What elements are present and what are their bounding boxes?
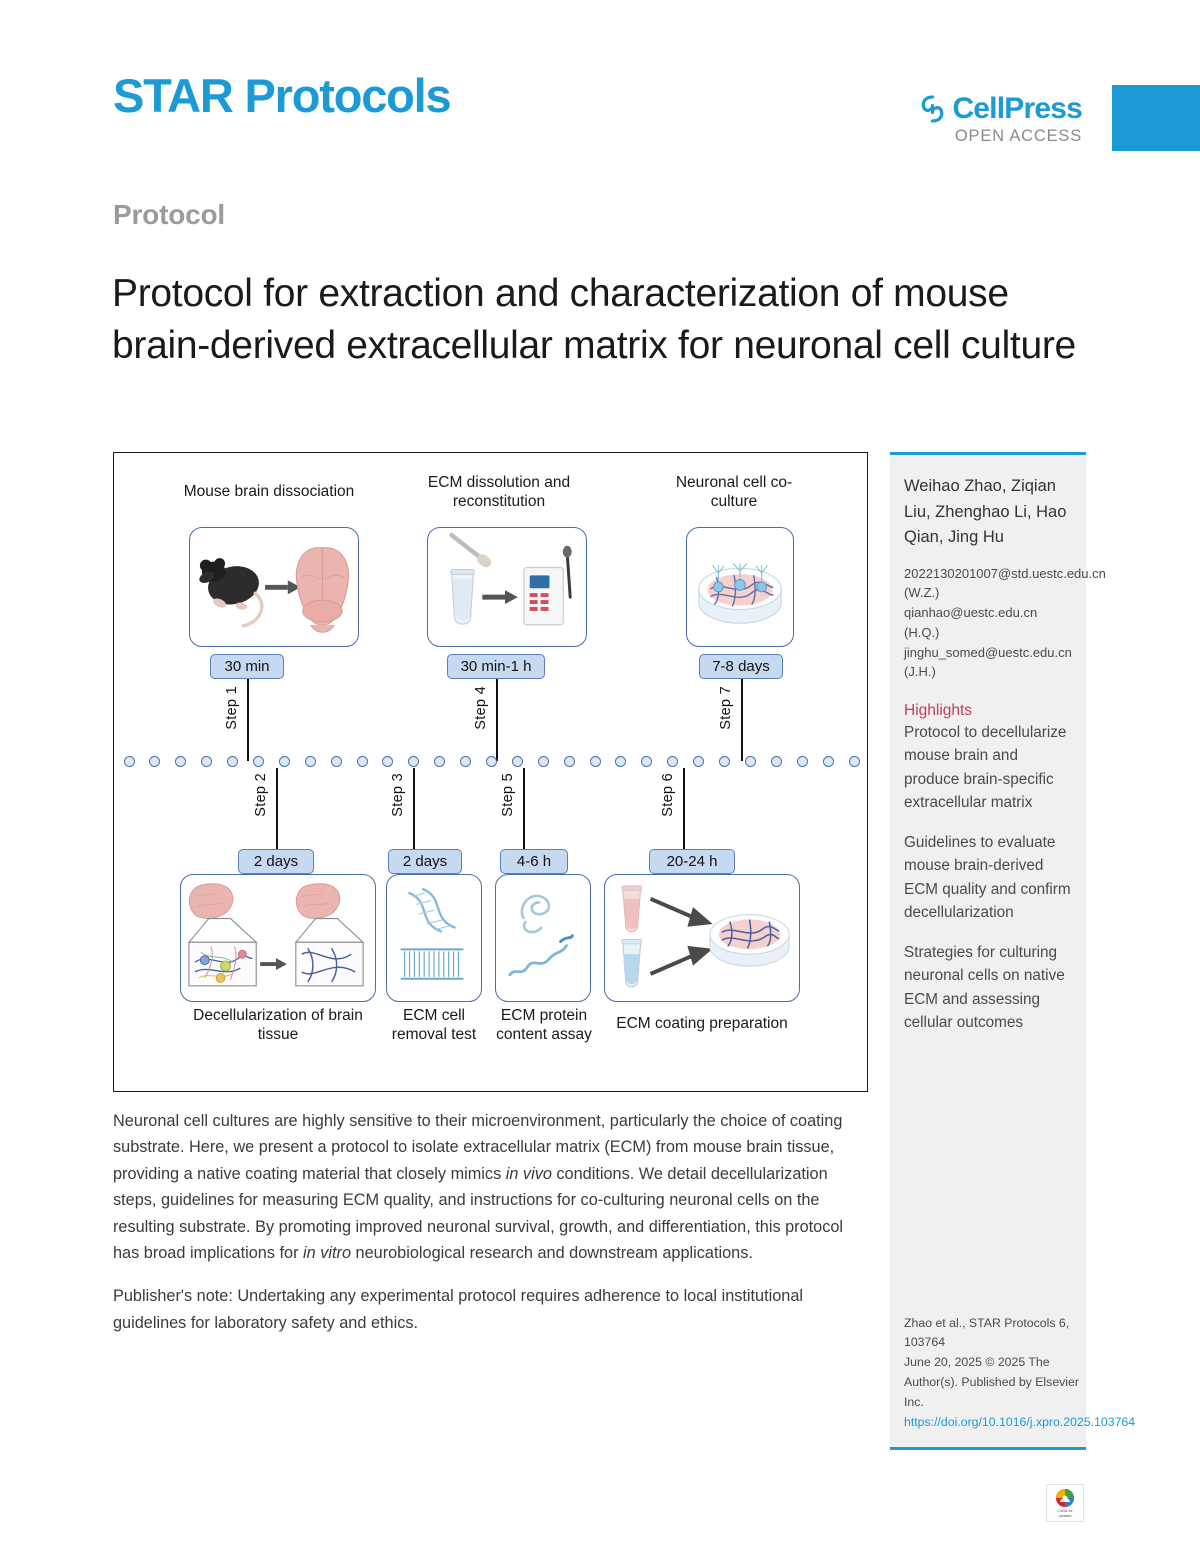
figure-caption-top-3: Neuronal cell co-culture bbox=[675, 474, 793, 510]
timeline-dot bbox=[823, 756, 834, 767]
figure-connector-step5 bbox=[523, 768, 525, 851]
timeline-dot bbox=[590, 756, 601, 767]
timeline-dot bbox=[460, 756, 471, 767]
timeline-dot bbox=[124, 756, 135, 767]
cellpress-swirl-icon bbox=[920, 95, 945, 123]
figure-step-label-5: Step 5 bbox=[500, 773, 516, 817]
tube-to-instrument-illustration bbox=[428, 528, 586, 647]
timeline-dot bbox=[564, 756, 575, 767]
journal-title: STAR Protocols bbox=[113, 69, 451, 122]
figure-timebox-step3: 2 days bbox=[388, 849, 462, 874]
timeline-dot bbox=[175, 756, 186, 767]
graphical-abstract bbox=[113, 452, 868, 1092]
figure-panel-mouse-dissociation bbox=[189, 527, 359, 647]
sidebar bbox=[890, 452, 1136, 1450]
timeline-dot bbox=[357, 756, 368, 767]
crossmark-line-2: updates bbox=[1058, 1513, 1072, 1518]
timeline-dot bbox=[719, 756, 730, 767]
figure-caption-bottom-3: ECM protein content assay bbox=[496, 1007, 592, 1043]
timeline-dot bbox=[771, 756, 782, 767]
timeline-dot bbox=[667, 756, 678, 767]
timeline-dot bbox=[227, 756, 238, 767]
figure-timebox-step6: 20-24 h bbox=[649, 849, 735, 874]
article-type-kicker: Protocol bbox=[113, 199, 225, 230]
figure-timebox-step2: 2 days bbox=[238, 849, 314, 874]
figure-timeline bbox=[129, 756, 854, 770]
timeline-dot bbox=[201, 756, 212, 767]
citation-line-2: June 20, 2025 © 2025 The Author(s). Published by Elsevier Inc. bbox=[904, 1355, 1079, 1410]
figure-step-label-3: Step 3 bbox=[390, 773, 406, 817]
figure-step-label-7: Step 7 bbox=[718, 686, 734, 730]
page-title: Protocol for extraction and characterization of mouse brain-derived extracellular matrix for neuronal cell culture bbox=[112, 272, 1076, 367]
highlight-item: Protocol to decellularize mouse brain and produce brain-specific extracellular matrix bbox=[904, 724, 1067, 811]
timeline-dot bbox=[253, 756, 264, 767]
timeline-dot bbox=[797, 756, 808, 767]
figure-timebox-step1: 30 min bbox=[210, 654, 284, 679]
abstract bbox=[113, 1108, 865, 1336]
decellularization-illustration bbox=[181, 875, 375, 1002]
abstract-paragraph-1 bbox=[113, 1108, 865, 1266]
figure-caption-top-2: ECM dissolution and reconstitution bbox=[427, 474, 571, 510]
figure-caption-bottom-4: ECM coating preparation bbox=[616, 1015, 788, 1032]
masthead bbox=[113, 69, 451, 122]
timeline-dot bbox=[279, 756, 290, 767]
crossmark-line-1: Check for bbox=[1057, 1509, 1073, 1514]
timeline-dot bbox=[745, 756, 756, 767]
figure-panel-ecm-protein-assay bbox=[495, 874, 591, 1002]
figure-connector-step6 bbox=[683, 768, 685, 851]
timeline-dot bbox=[331, 756, 342, 767]
timeline-dot bbox=[615, 756, 626, 767]
open-access-label: OPEN ACCESS bbox=[954, 127, 1082, 145]
figure-caption-top-1: Mouse brain dissociation bbox=[183, 483, 355, 500]
timeline-dot bbox=[408, 756, 419, 767]
corresponding-emails: 2022130201007@std.uestc.edu.cn (W.Z.) qianhao@uestc.edu.cn (H.Q.) jinghu_somed@uestc.edu.cn (J.H.) bbox=[904, 565, 1106, 680]
highlight-item: Strategies for culturing neuronal cells on native ECM and assessing cellular outcomes bbox=[904, 944, 1065, 1031]
figure-step-label-4: Step 4 bbox=[473, 686, 489, 730]
cellpress-wordmark: CellPress bbox=[952, 92, 1082, 125]
timeline-dot bbox=[512, 756, 523, 767]
mouse-to-brain-illustration bbox=[190, 528, 358, 647]
timeline-dot bbox=[305, 756, 316, 767]
coating-preparation-illustration bbox=[605, 875, 799, 1002]
figure-caption-bottom-1: Decellularization of brain tissue bbox=[193, 1007, 363, 1043]
figure-panel-ecm-cell-removal bbox=[386, 874, 482, 1002]
publisher-note: Publisher's note: Undertaking any experimental protocol requires adherence to local institutional guidelines for laboratory safety and ethics. bbox=[113, 1287, 804, 1332]
figure-step-label-6: Step 6 bbox=[660, 773, 676, 817]
figure-connector-step7 bbox=[741, 679, 743, 761]
culture-dish-illustration bbox=[687, 528, 793, 646]
header-accent-box bbox=[1112, 85, 1200, 151]
timeline-dot bbox=[538, 756, 549, 767]
figure-connector-step4 bbox=[496, 679, 498, 761]
figure-connector-step1 bbox=[247, 679, 249, 761]
figure-panel-decellularization bbox=[180, 874, 376, 1002]
author-list: Weihao Zhao, Ziqian Liu, Zhenghao Li, Hao Qian, Jing Hu bbox=[904, 477, 1067, 547]
figure-timebox-step7: 7-8 days bbox=[699, 654, 783, 679]
figure-connector-step3 bbox=[413, 768, 415, 851]
dna-gel-illustration bbox=[387, 875, 481, 1000]
citation-block bbox=[904, 1314, 1136, 1433]
figure-step-label-2: Step 2 bbox=[253, 773, 269, 817]
cellpress-logo-block bbox=[920, 94, 1082, 146]
abstract-text-c: neurobiological research and downstream applications. bbox=[351, 1243, 753, 1262]
timeline-dot bbox=[434, 756, 445, 767]
figure-panel-neuronal-coculture bbox=[686, 527, 794, 647]
timeline-dot bbox=[486, 756, 497, 767]
figure-panel-ecm-dissolution bbox=[427, 527, 587, 647]
abstract-em-in-vivo: in vivo bbox=[505, 1164, 552, 1183]
crossmark-badge[interactable] bbox=[1046, 1484, 1084, 1522]
figure-timebox-step4: 30 min-1 h bbox=[447, 654, 545, 679]
abstract-text-a: Neuronal cell cultures are highly sensitive to their microenvironment, particularly the choice of coating substrate. Here, we present a protocol to isolate extracellular matrix (ECM) from mouse brain tissue, providing a native coating material that closely mimics bbox=[113, 1112, 843, 1183]
figure-connector-step2 bbox=[276, 768, 278, 851]
highlights-heading: Highlights bbox=[904, 702, 973, 720]
abstract-em-in-vitro: in vitro bbox=[303, 1243, 352, 1262]
figure-step-label-1: Step 1 bbox=[224, 686, 240, 730]
figure-caption-bottom-2: ECM cell removal test bbox=[391, 1007, 477, 1043]
highlight-item: Guidelines to evaluate mouse brain-derived ECM quality and confirm decellularization bbox=[904, 834, 1071, 921]
doi-link[interactable]: https://doi.org/10.1016/j.xpro.2025.103764 bbox=[904, 1415, 1136, 1430]
abstract-text-b: conditions. We detail decellularization steps, guidelines for measuring ECM quality, and instructions for co-culturing neuronal cells on the resulting substrate. By promoting improved neuronal survival, growth, and differentiation, this protocol has broad implications for bbox=[113, 1164, 844, 1262]
figure-panel-ecm-coating bbox=[604, 874, 800, 1002]
figure-timebox-step5: 4-6 h bbox=[500, 849, 568, 874]
citation-line-1: Zhao et al., STAR Protocols 6, 103764 bbox=[904, 1315, 1070, 1350]
timeline-dot bbox=[382, 756, 393, 767]
timeline-dot bbox=[149, 756, 160, 767]
crossmark-icon bbox=[1055, 1488, 1075, 1508]
protein-strand-illustration bbox=[496, 875, 590, 1000]
timeline-dot bbox=[693, 756, 704, 767]
timeline-dot bbox=[849, 756, 860, 767]
timeline-dot bbox=[641, 756, 652, 767]
